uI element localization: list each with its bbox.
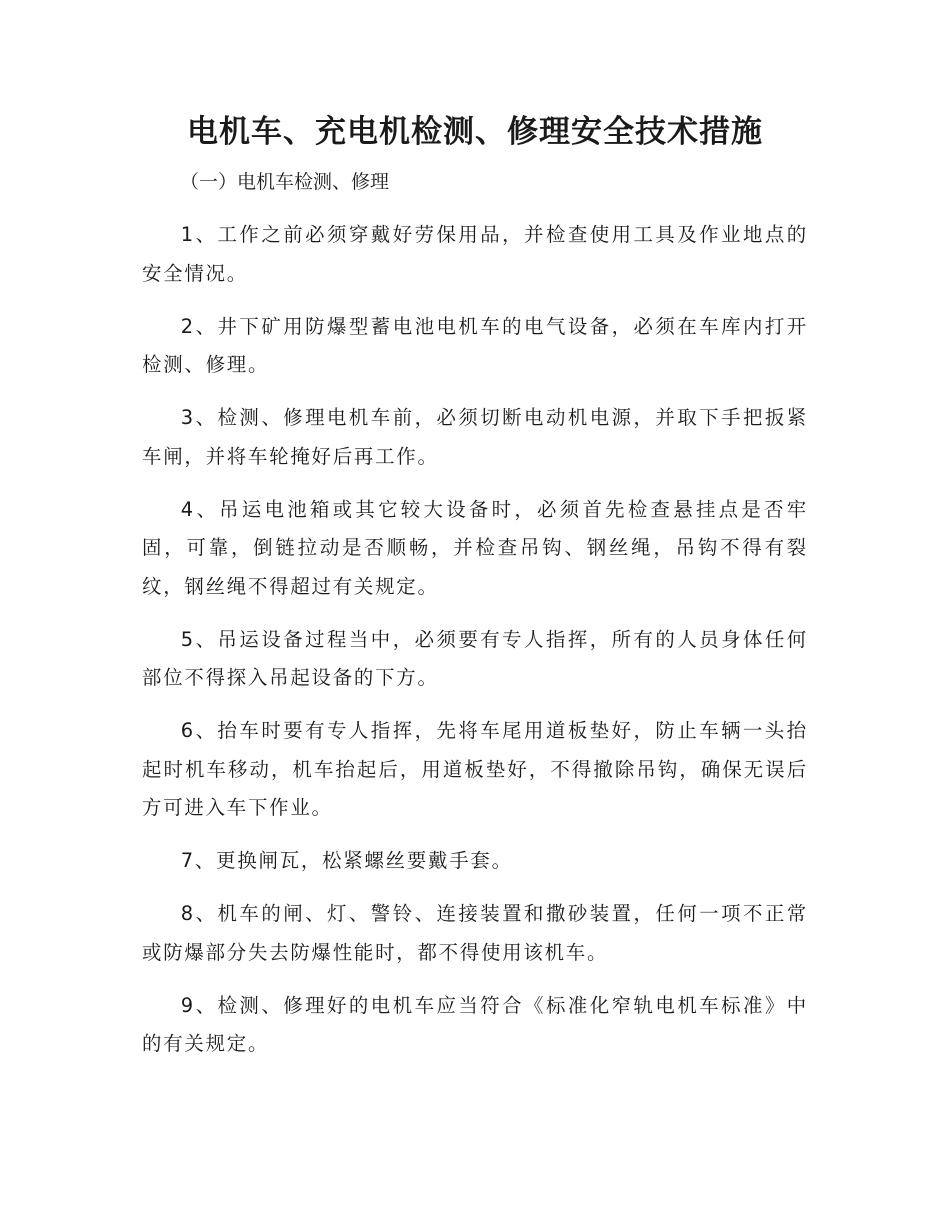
paragraph-4: 4、吊运电池箱或其它较大设备时，必须首先检查悬挂点是否牢固，可靠，倒链拉动是否顺畅，并检查吊钩、钢丝绳，吊钩不得有裂纹，钢丝绳不得超过有关规定。 bbox=[142, 497, 808, 598]
section-heading: （一）电机车检测、修理 bbox=[180, 171, 390, 193]
paragraph-2: 2、井下矿用防爆型蓄电池电机车的电气设备，必须在车库内打开检测、修理。 bbox=[142, 314, 808, 376]
document-title: 电机车、充电机检测、修理安全技术措施 bbox=[187, 114, 763, 150]
paragraph-3: 3、检测、修理电机车前，必须切断电动机电源，并取下手把扳紧车闸，并将车轮掩好后再工作。 bbox=[142, 406, 808, 468]
paragraph-5: 5、吊运设备过程当中，必须要有专人指挥，所有的人员身体任何部位不得探入吊起设备的下方。 bbox=[142, 627, 808, 689]
document-body bbox=[142, 216, 808, 1078]
paragraph-9: 9、检测、修理好的电机车应当符合《标准化窄轨电机车标准》中的有关规定。 bbox=[142, 993, 808, 1055]
paragraph-6: 6、抬车时要有专人指挥，先将车尾用道板垫好，防止车辆一头抬起时机车移动，机车抬起后，用道板垫好，不得撤除吊钩，确保无误后方可进入车下作业。 bbox=[142, 719, 808, 819]
paragraph-7: 7、更换闸瓦，松紧螺丝要戴手套。 bbox=[180, 849, 513, 872]
paragraph-8: 8、机车的闸、灯、警铃、连接装置和撒砂装置，任何一项不正常或防爆部分失去防爆性能时，都不得使用该机车。 bbox=[142, 902, 808, 964]
paragraph-1: 1、工作之前必须穿戴好劳保用品，并检查使用工具及作业地点的安全情况。 bbox=[142, 223, 808, 285]
